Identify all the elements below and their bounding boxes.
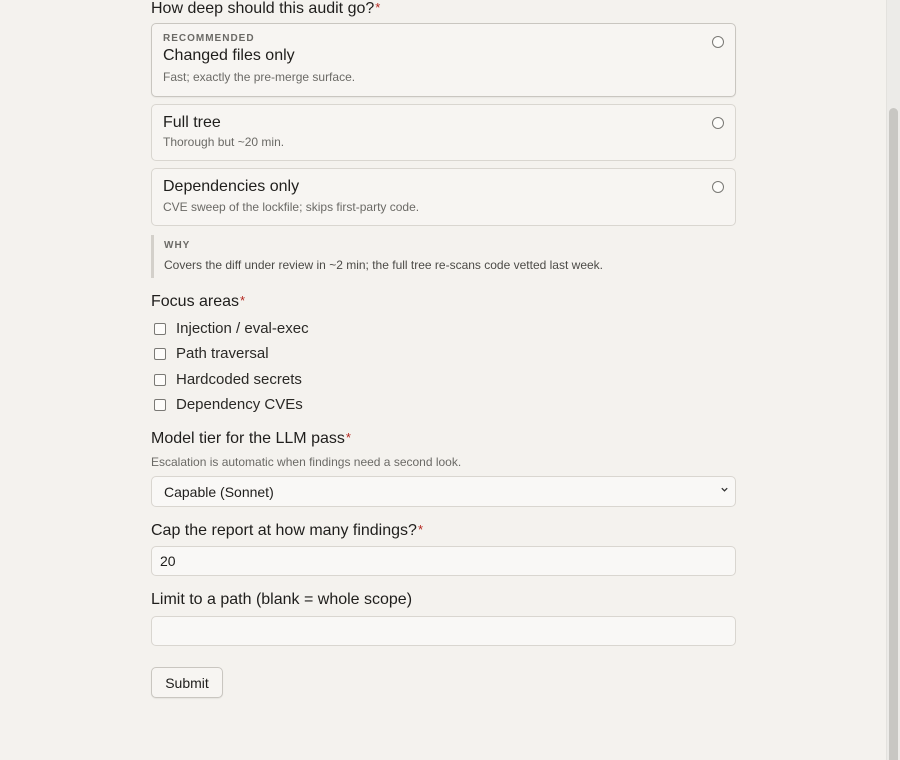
option-description: Thorough but ~20 min. xyxy=(163,135,285,149)
focus-item-secrets[interactable] xyxy=(151,367,736,392)
why-text: Covers the diff under review in ~2 min; the full tree re-scans code vetted last week. xyxy=(164,258,603,272)
model-question-text: Model tier for the LLM pass xyxy=(151,430,345,447)
option-title: Changed files only xyxy=(163,47,295,64)
why-note xyxy=(151,235,734,278)
checkbox[interactable] xyxy=(154,323,166,335)
focus-item-dependency-cves[interactable] xyxy=(151,392,736,417)
option-description: CVE sweep of the lockfile; skips first-party code. xyxy=(163,200,420,214)
chevron-down-icon xyxy=(720,485,729,497)
submit-button[interactable]: Submit xyxy=(151,667,223,698)
page-scrollbar[interactable] xyxy=(886,0,900,760)
checkbox[interactable] xyxy=(154,374,166,386)
cap-question xyxy=(151,522,423,540)
focus-checkbox-list xyxy=(151,316,736,417)
recommended-badge: RECOMMENDED xyxy=(163,33,255,44)
focus-question xyxy=(151,293,245,311)
radio-button[interactable] xyxy=(712,36,724,48)
select-value: Capable (Sonnet) xyxy=(164,483,274,500)
checkbox[interactable] xyxy=(154,399,166,411)
checkbox[interactable] xyxy=(154,348,166,360)
path-question: Limit to a path (blank = whole scope) xyxy=(151,591,413,608)
required-mark: * xyxy=(375,0,381,15)
input-value: 20 xyxy=(160,553,176,569)
depth-option-dependencies[interactable] xyxy=(151,168,736,226)
option-title: Full tree xyxy=(163,114,221,131)
radio-button[interactable] xyxy=(712,117,724,129)
model-tier-select[interactable] xyxy=(151,476,736,507)
checkbox-label: Path traversal xyxy=(176,345,269,362)
checkbox-label: Injection / eval-exec xyxy=(176,320,309,337)
required-mark: * xyxy=(345,430,351,445)
focus-question-text: Focus areas xyxy=(151,293,240,310)
focus-item-path-traversal[interactable] xyxy=(151,341,736,366)
scrollbar-thumb[interactable] xyxy=(889,108,898,760)
radio-button[interactable] xyxy=(712,181,724,193)
depth-question xyxy=(151,0,380,18)
why-label: WHY xyxy=(164,240,191,251)
depth-question-text: How deep should this audit go? xyxy=(151,0,375,17)
required-mark: * xyxy=(240,293,246,308)
checkbox-label: Hardcoded secrets xyxy=(176,371,302,388)
checkbox-label: Dependency CVEs xyxy=(176,396,303,413)
option-description: Fast; exactly the pre-merge surface. xyxy=(163,70,356,84)
depth-option-full-tree[interactable] xyxy=(151,104,736,161)
cap-question-text: Cap the report at how many findings? xyxy=(151,522,417,539)
depth-option-changed-files[interactable] xyxy=(151,23,736,97)
findings-cap-input[interactable] xyxy=(151,546,736,576)
focus-item-injection[interactable] xyxy=(151,316,736,341)
path-input[interactable] xyxy=(151,616,736,646)
option-title: Dependencies only xyxy=(163,178,300,195)
model-question xyxy=(151,430,351,448)
required-mark: * xyxy=(417,522,423,537)
model-help-text: Escalation is automatic when findings need a second look. xyxy=(151,455,462,469)
